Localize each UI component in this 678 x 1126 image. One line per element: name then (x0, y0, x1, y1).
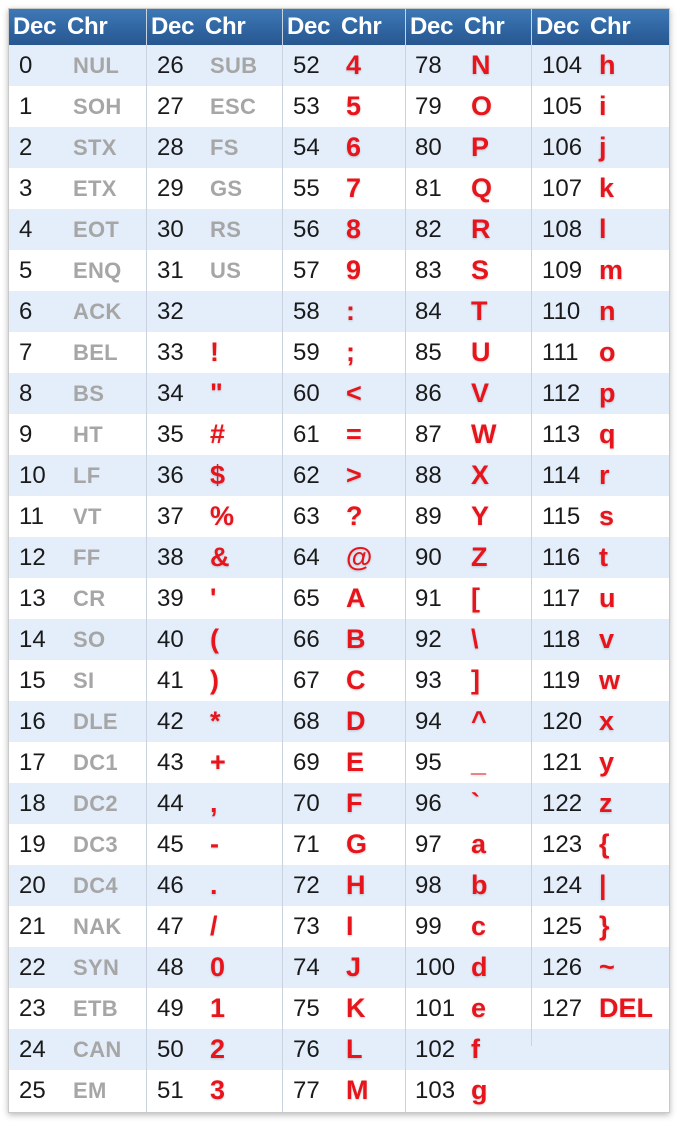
printable-char: ~ (599, 952, 615, 982)
printable-char: H (346, 870, 366, 900)
printable-char: o (599, 337, 616, 367)
control-char-name: SYN (73, 955, 120, 980)
dec-value: 116 (542, 544, 581, 571)
control-char-name: ENQ (73, 258, 122, 283)
control-char-name: EOT (73, 217, 120, 242)
dec-value: 14 (19, 626, 46, 653)
dec-value: 114 (542, 462, 581, 489)
dec-value: 72 (293, 872, 320, 899)
printable-char: S (471, 255, 490, 285)
printable-char: d (471, 952, 488, 982)
dec-value: 119 (542, 667, 581, 694)
control-char-name: VT (73, 504, 102, 529)
dec-value: 90 (415, 544, 442, 571)
dec-value: 32 (157, 298, 184, 325)
dec-value: 35 (157, 421, 184, 448)
dec-value: 22 (19, 954, 46, 981)
control-char-name: ETX (73, 176, 117, 201)
printable-char: P (471, 132, 490, 162)
printable-char: Q (471, 173, 493, 203)
printable-char: 9 (346, 255, 362, 285)
dec-value: 68 (293, 708, 320, 735)
dec-value: 96 (415, 790, 442, 817)
printable-char: F (346, 788, 363, 818)
dec-value: 38 (157, 544, 184, 571)
dec-value: 54 (293, 134, 320, 161)
dec-value: 123 (542, 831, 583, 858)
dec-value: 12 (19, 544, 46, 571)
dec-value: 69 (293, 749, 320, 776)
dec-value: 21 (19, 913, 46, 940)
control-char-name: BEL (73, 340, 118, 365)
dec-value: 120 (542, 708, 583, 735)
dec-value: 34 (157, 380, 184, 407)
printable-char: \ (471, 624, 479, 654)
header-dec-label: Dec (13, 13, 57, 40)
dec-value: 94 (415, 708, 442, 735)
dec-value: 17 (19, 749, 46, 776)
dec-value: 85 (415, 339, 442, 366)
printable-char: ] (471, 665, 480, 695)
control-char-name: ESC (210, 94, 257, 119)
dec-value: 79 (415, 93, 442, 120)
printable-char: 1 (210, 993, 226, 1023)
dec-value: 77 (293, 1077, 320, 1104)
dec-value: 125 (542, 913, 583, 940)
dec-value: 124 (542, 872, 583, 899)
printable-char: f (471, 1034, 480, 1064)
dec-value: 20 (19, 872, 46, 899)
dec-value: 43 (157, 749, 184, 776)
dec-value: 7 (19, 339, 33, 366)
dec-value: 101 (415, 995, 456, 1022)
printable-char: 0 (210, 952, 226, 982)
printable-char: T (471, 296, 488, 326)
dec-value: 28 (157, 134, 184, 161)
control-char-name: ETB (73, 996, 118, 1021)
dec-value: 23 (19, 995, 46, 1022)
printable-char: t (599, 542, 608, 572)
printable-char: R (471, 214, 491, 244)
control-char-name: FS (210, 135, 239, 160)
dec-value: 88 (415, 462, 442, 489)
header-dec-label: Dec (151, 13, 195, 40)
printable-char: L (346, 1034, 363, 1064)
dec-value: 19 (19, 831, 46, 858)
dec-value: 15 (19, 667, 46, 694)
printable-char: 4 (346, 50, 362, 80)
control-char-name: DC4 (73, 873, 118, 898)
printable-char: q (599, 419, 616, 449)
dec-value: 8 (19, 380, 33, 407)
dec-value: 48 (157, 954, 184, 981)
printable-char: a (471, 829, 487, 859)
printable-char: : (346, 296, 355, 326)
dec-value: 30 (157, 216, 184, 243)
control-char-name: DLE (73, 709, 118, 734)
dec-value: 92 (415, 626, 442, 653)
dec-value: 63 (293, 503, 320, 530)
dec-value: 9 (19, 421, 33, 448)
printable-char: ? (346, 501, 363, 531)
control-char-name: BS (73, 381, 105, 406)
dec-value: 75 (293, 995, 320, 1022)
dec-value: 42 (157, 708, 184, 735)
dec-value: 93 (415, 667, 442, 694)
dec-value: 127 (542, 995, 583, 1022)
printable-char: x (599, 706, 615, 736)
dec-value: 98 (415, 872, 442, 899)
dec-value: 104 (542, 52, 583, 79)
printable-char: c (471, 911, 487, 941)
printable-char: M (346, 1075, 369, 1105)
printable-char: 6 (346, 132, 362, 162)
dec-value: 37 (157, 503, 184, 530)
dec-value: 49 (157, 995, 184, 1022)
dec-value: 25 (19, 1077, 46, 1104)
dec-value: 95 (415, 749, 442, 776)
header-chr-label: Chr (341, 13, 382, 40)
dec-value: 122 (542, 790, 583, 817)
dec-value: 64 (293, 544, 320, 571)
control-char-name: GS (210, 176, 243, 201)
dec-value: 74 (293, 954, 320, 981)
printable-char: 8 (346, 214, 362, 244)
dec-value: 18 (19, 790, 46, 817)
control-char-name: DC1 (73, 750, 118, 775)
printable-char: k (599, 173, 615, 203)
printable-char: K (346, 993, 366, 1023)
printable-char: / (210, 911, 218, 941)
printable-char: I (346, 911, 354, 941)
printable-char: B (346, 624, 366, 654)
dec-value: 46 (157, 872, 184, 899)
printable-char: s (599, 501, 615, 531)
printable-char: , (210, 788, 218, 818)
printable-char: { (599, 829, 610, 859)
dec-value: 99 (415, 913, 442, 940)
dec-value: 81 (415, 175, 442, 202)
printable-char: r (599, 460, 610, 490)
dec-value: 109 (542, 257, 583, 284)
printable-char: W (471, 419, 497, 449)
printable-char: v (599, 624, 615, 654)
dec-value: 26 (157, 52, 184, 79)
printable-char: > (346, 460, 362, 490)
control-char-name: NAK (73, 914, 122, 939)
control-char-name: HT (73, 422, 103, 447)
control-char-name: ACK (73, 299, 122, 324)
table-header (9, 9, 669, 45)
printable-char: - (210, 829, 219, 859)
printable-char: y (599, 747, 615, 777)
dec-value: 31 (157, 257, 184, 284)
printable-char: ) (210, 665, 219, 695)
dec-value: 2 (19, 134, 33, 161)
control-char-name: DC2 (73, 791, 118, 816)
dec-value: 0 (19, 52, 33, 79)
header-chr-label: Chr (67, 13, 108, 40)
dec-value: 80 (415, 134, 442, 161)
printable-char: ! (210, 337, 219, 367)
dec-value: 61 (293, 421, 320, 448)
header-chr-label: Chr (464, 13, 505, 40)
dec-value: 102 (415, 1036, 456, 1063)
printable-char: N (471, 50, 491, 80)
printable-char: 7 (346, 173, 362, 203)
dec-value: 76 (293, 1036, 320, 1063)
dec-value: 65 (293, 585, 320, 612)
dec-value: 107 (542, 175, 583, 202)
dec-value: 113 (542, 421, 581, 448)
dec-value: 103 (415, 1077, 456, 1104)
dec-value: 60 (293, 380, 320, 407)
printable-char: D (346, 706, 366, 736)
dec-value: 111 (542, 339, 579, 366)
printable-char: " (210, 378, 223, 408)
dec-value: 89 (415, 503, 442, 530)
dec-value: 59 (293, 339, 320, 366)
printable-char: ; (346, 337, 355, 367)
dec-value: 1 (19, 93, 33, 120)
dec-value: 50 (157, 1036, 184, 1063)
dec-value: 55 (293, 175, 320, 202)
printable-char: DEL (599, 993, 653, 1023)
printable-char: A (346, 583, 366, 613)
dec-value: 16 (19, 708, 46, 735)
printable-char: ( (210, 624, 219, 654)
control-char-name: NUL (73, 53, 120, 78)
printable-char: h (599, 50, 616, 80)
control-char-name: FF (73, 545, 101, 570)
printable-char: Z (471, 542, 488, 572)
printable-char: } (599, 911, 610, 941)
printable-char: G (346, 829, 368, 859)
dec-value: 44 (157, 790, 184, 817)
dec-value: 5 (19, 257, 33, 284)
printable-char: $ (210, 460, 226, 490)
control-char-name: DC3 (73, 832, 118, 857)
column-divider (531, 9, 532, 1046)
printable-char: ` (471, 788, 480, 818)
printable-char: E (346, 747, 365, 777)
printable-char: [ (471, 583, 480, 613)
dec-value: 106 (542, 134, 583, 161)
printable-char: O (471, 91, 493, 121)
dec-value: 91 (415, 585, 442, 612)
printable-char: 2 (210, 1034, 226, 1064)
dec-value: 62 (293, 462, 320, 489)
printable-char: g (471, 1075, 488, 1105)
printable-char: C (346, 665, 366, 695)
dec-value: 51 (157, 1077, 184, 1104)
printable-char: Y (471, 501, 490, 531)
control-char-name: CAN (73, 1037, 122, 1062)
control-char-name: STX (73, 135, 117, 160)
header-dec-label: Dec (410, 13, 454, 40)
dec-value: 4 (19, 216, 33, 243)
dec-value: 118 (542, 626, 581, 653)
printable-char: V (471, 378, 490, 408)
printable-char: b (471, 870, 488, 900)
header-chr-label: Chr (590, 13, 631, 40)
printable-char: p (599, 378, 616, 408)
dec-value: 13 (19, 585, 46, 612)
printable-char: w (599, 665, 621, 695)
dec-value: 53 (293, 93, 320, 120)
dec-value: 71 (293, 831, 320, 858)
dec-value: 115 (542, 503, 581, 530)
dec-value: 57 (293, 257, 320, 284)
control-char-name: EM (73, 1078, 107, 1103)
printable-char: & (210, 542, 230, 572)
printable-char: j (599, 132, 607, 162)
dec-value: 83 (415, 257, 442, 284)
dec-value: 105 (542, 93, 583, 120)
header-chr-label: Chr (205, 13, 246, 40)
dec-value: 39 (157, 585, 184, 612)
column-divider (405, 9, 406, 1112)
dec-value: 24 (19, 1036, 46, 1063)
printable-char: i (599, 91, 607, 121)
header-dec-label: Dec (287, 13, 331, 40)
dec-value: 73 (293, 913, 320, 940)
printable-char: < (346, 378, 362, 408)
dec-value: 52 (293, 52, 320, 79)
printable-char: 5 (346, 91, 362, 121)
control-char-name: SOH (73, 94, 122, 119)
dec-value: 110 (542, 298, 581, 325)
printable-char: X (471, 460, 490, 490)
column-divider (146, 9, 147, 1112)
printable-char: @ (346, 542, 373, 572)
dec-value: 58 (293, 298, 320, 325)
dec-value: 67 (293, 667, 320, 694)
printable-char: % (210, 501, 235, 531)
printable-char: J (346, 952, 362, 982)
printable-char: _ (471, 747, 487, 777)
dec-value: 3 (19, 175, 33, 202)
printable-char: ' (210, 583, 217, 613)
dec-value: 97 (415, 831, 442, 858)
dec-value: 56 (293, 216, 320, 243)
printable-char: * (210, 706, 221, 736)
dec-value: 27 (157, 93, 184, 120)
printable-char: 3 (210, 1075, 226, 1105)
control-char-name: RS (210, 217, 242, 242)
dec-value: 108 (542, 216, 583, 243)
printable-char: l (599, 214, 607, 244)
printable-char: m (599, 255, 624, 285)
dec-value: 66 (293, 626, 320, 653)
printable-char: u (599, 583, 616, 613)
dec-value: 29 (157, 175, 184, 202)
dec-value: 84 (415, 298, 442, 325)
dec-value: 117 (542, 585, 581, 612)
control-char-name: LF (73, 463, 101, 488)
dec-value: 126 (542, 954, 583, 981)
dec-value: 70 (293, 790, 320, 817)
printable-char: n (599, 296, 616, 326)
printable-char: z (599, 788, 613, 818)
control-char-name: CR (73, 586, 106, 611)
printable-char: = (346, 419, 362, 449)
dec-value: 87 (415, 421, 442, 448)
dec-value: 45 (157, 831, 184, 858)
column-divider (282, 9, 283, 1112)
dec-value: 36 (157, 462, 184, 489)
dec-value: 10 (19, 462, 46, 489)
dec-value: 6 (19, 298, 33, 325)
dec-value: 47 (157, 913, 184, 940)
ascii-table (8, 8, 670, 1113)
dec-value: 33 (157, 339, 184, 366)
dec-value: 121 (542, 749, 583, 776)
control-char-name: SI (73, 668, 95, 693)
dec-value: 40 (157, 626, 184, 653)
dec-value: 41 (157, 667, 184, 694)
printable-char: U (471, 337, 491, 367)
printable-char: ^ (471, 706, 487, 736)
dec-value: 82 (415, 216, 442, 243)
row-stripe (9, 1070, 669, 1111)
control-char-name: SO (73, 627, 106, 652)
printable-char: e (471, 993, 487, 1023)
printable-char: # (210, 419, 226, 449)
dec-value: 112 (542, 380, 581, 407)
control-char-name: US (210, 258, 242, 283)
printable-char: + (210, 747, 226, 777)
control-char-name: SUB (210, 53, 258, 78)
dec-value: 86 (415, 380, 442, 407)
dec-value: 100 (415, 954, 456, 981)
header-dec-label: Dec (536, 13, 580, 40)
dec-value: 11 (19, 503, 44, 530)
dec-value: 78 (415, 52, 442, 79)
printable-char: . (210, 870, 218, 900)
printable-char: | (599, 870, 607, 900)
